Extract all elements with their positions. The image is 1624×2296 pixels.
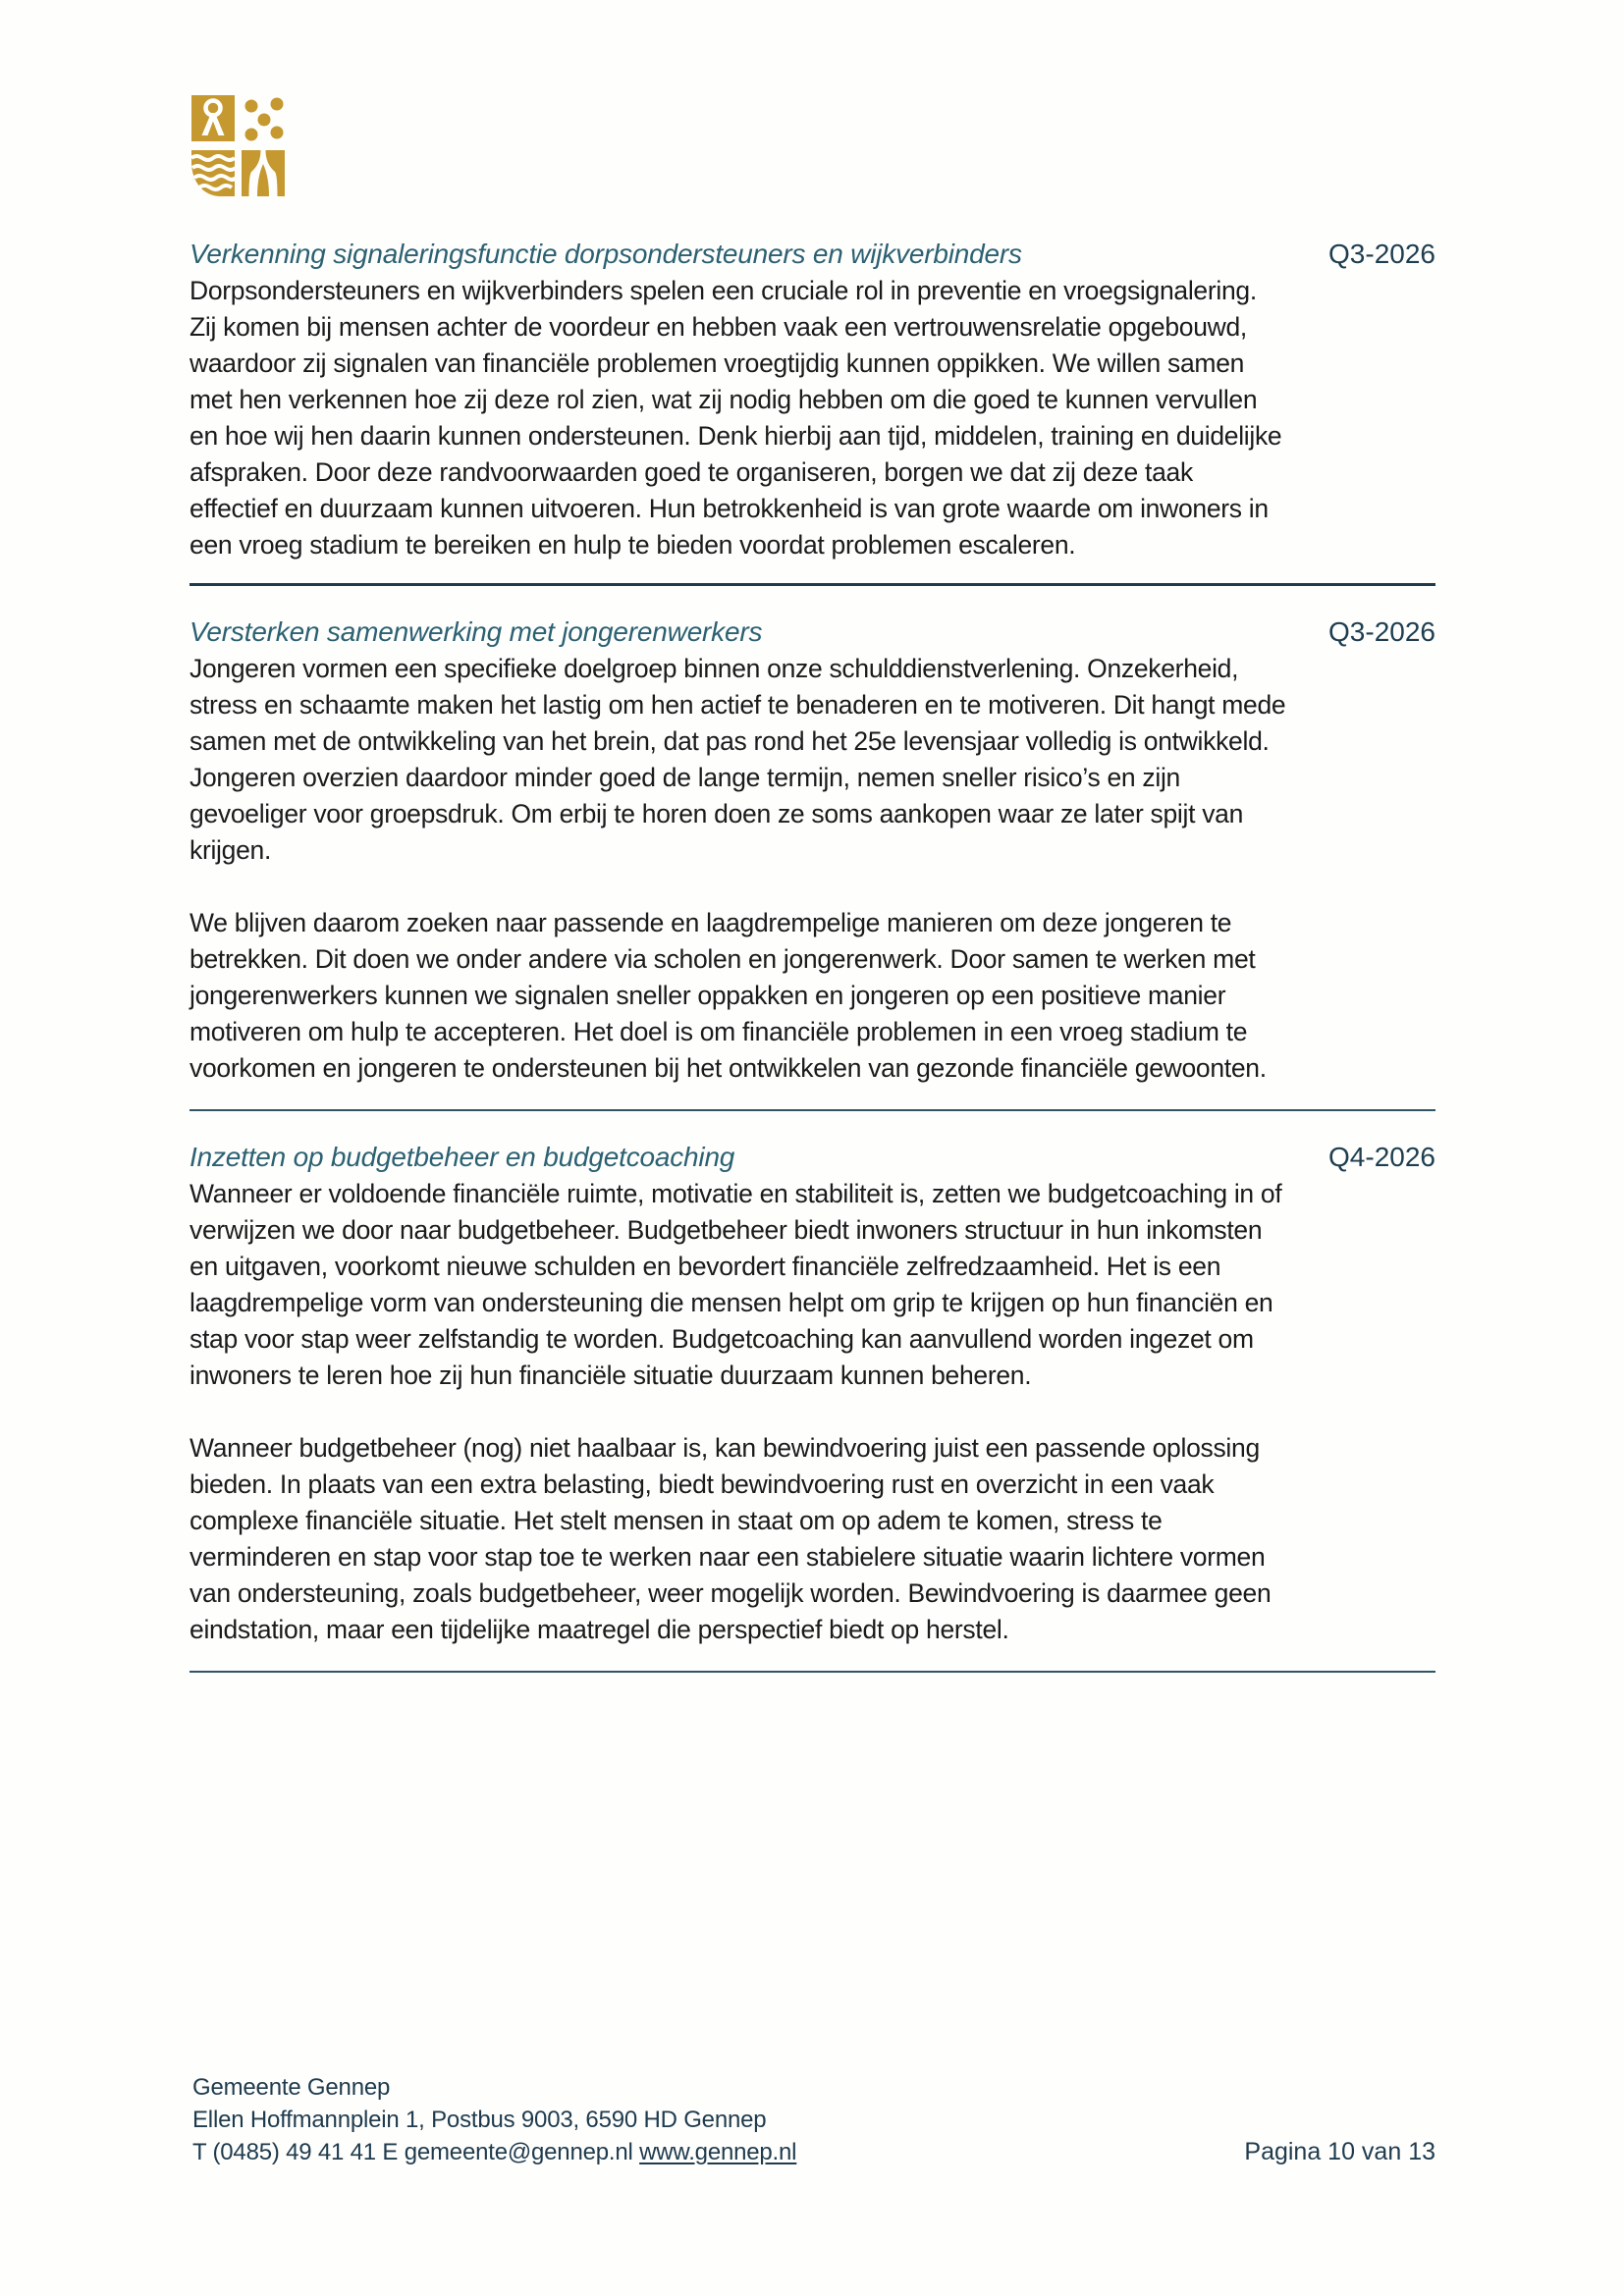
- section-title: Inzetten op budgetbeheer en budgetcoaching: [189, 1142, 735, 1172]
- page-number: Pagina 10 van 13: [1244, 2138, 1435, 2165]
- website-link[interactable]: www.gennep.nl: [639, 2139, 797, 2165]
- paragraph: Wanneer budgetbeheer (nog) niet haalbaar is, kan bewindvoering juist een passende oplossing bieden. In plaats van een extra belasting, biedt bewindvoering rust en overzicht in een vaak complexe financiële situatie. Het stelt mensen in staat om op adem te komen, stress te verminderen en stap voor stap toe te werken naar een stabielere situatie waarin lichtere vormen van ondersteuning, zoals budgetbeheer, weer mogelijk worden. Bewindvoering is daarmee geen eindstation, maar een tijdelijke maatregel die perspectief biedt op herstel.: [189, 1433, 1272, 1644]
- section-2-header: [189, 614, 1435, 651]
- quarter-badge: Q3-2026: [1328, 239, 1435, 269]
- section-title: Verkenning signaleringsfunctie dorpsondersteuners en wijkverbinders: [189, 239, 1022, 269]
- section-3-body: [189, 1176, 1287, 1648]
- page-content: [189, 0, 1435, 1700]
- quarter-badge: Q4-2026: [1328, 1142, 1435, 1172]
- section-divider: [189, 583, 1435, 586]
- quarter-badge: Q3-2026: [1328, 616, 1435, 647]
- section-divider: [189, 1109, 1435, 1111]
- footer-org: Gemeente Gennep: [192, 2074, 391, 2101]
- paragraph: Wanneer er voldoende financiële ruimte, motivatie en stabiliteit is, zetten we budgetcoaching in of verwijzen we door naar budgetbeheer. Budgetbeheer biedt inwoners structuur in hun inkomsten en uitgaven, voorkomt nieuwe schulden en bevordert financiële zelfredzaamheid. Het is een laagdrempelige vorm van ondersteuning die mensen helpt om grip te krijgen op hun financiën en stap voor stap weer zelfstandig te worden. Budgetcoaching kan aanvullend worden ingezet om inwoners te leren hoe zij hun financiële situatie duurzaam kunnen beheren.: [189, 1179, 1282, 1390]
- paragraph: We blijven daarom zoeken naar passende en laagdrempelige manieren om deze jongeren te betrekken. Dit doen we onder andere via scholen en jongerenwerk. Door samen te werken met jongerenwerkers kunnen we signalen sneller oppakken en jongeren op een positieve manier motiveren om hulp te accepteren. Het doel is om financiële problemen in een vroeg stadium te voorkomen en jongeren te ondersteunen bij het ontwikkelen van gezonde financiële gewoonten.: [189, 908, 1267, 1083]
- section-title: Versterken samenwerking met jongerenwerkers: [189, 616, 763, 647]
- page-footer: [192, 2071, 796, 2168]
- section-2-body: [189, 651, 1287, 1087]
- paragraph: Jongeren vormen een specifieke doelgroep binnen onze schulddienstverlening. Onzekerheid, stress en schaamte maken het lastig om hen actief te benaderen en te motiveren. Dit hangt mede samen met de ontwikkeling van het brein, dat pas rond het 25e levensjaar volledig is ontwikkeld. Jongeren overzien daardoor minder goed de lange termijn, nemen sneller risico’s en zijn gevoeliger voor groepsdruk. Om erbij te horen doen ze soms aankopen waar ze later spijt van krijgen.: [189, 654, 1286, 865]
- footer-contact-line: [192, 2136, 796, 2168]
- paragraph: Dorpsondersteuners en wijkverbinders spelen een cruciale rol in preventie en vroegsignalering. Zij komen bij mensen achter de voordeur en hebben vaak een vertrouwensrelatie opgebouwd, waardoor zij signalen van financiële problemen vroegtijdig kunnen oppikken. We willen samen met hen verkennen hoe zij deze rol zien, wat zij nodig hebben om die goed te kunnen vervullen en hoe wij hen daarin kunnen ondersteunen. Denk hierbij aan tijd, middelen, training en duidelijke afspraken. Door deze randvoorwaarden goed te organiseren, borgen we dat zij deze taak effectief en duurzaam kunnen uitvoeren. Hun betrokkenheid is van grote waarde om inwoners in een vroeg stadium te bereiken en hulp te bieden voordat problemen escaleren.: [189, 276, 1282, 560]
- section-1-body: [189, 273, 1287, 563]
- footer-address: Ellen Hoffmannplein 1, Postbus 9003, 6590 HD Gennep: [192, 2107, 767, 2133]
- section-divider: [189, 1671, 1435, 1673]
- footer-contact: T (0485) 49 41 41 E gemeente@gennep.nl: [192, 2139, 640, 2165]
- section-1-header: [189, 236, 1435, 273]
- section-3-header: [189, 1139, 1435, 1176]
